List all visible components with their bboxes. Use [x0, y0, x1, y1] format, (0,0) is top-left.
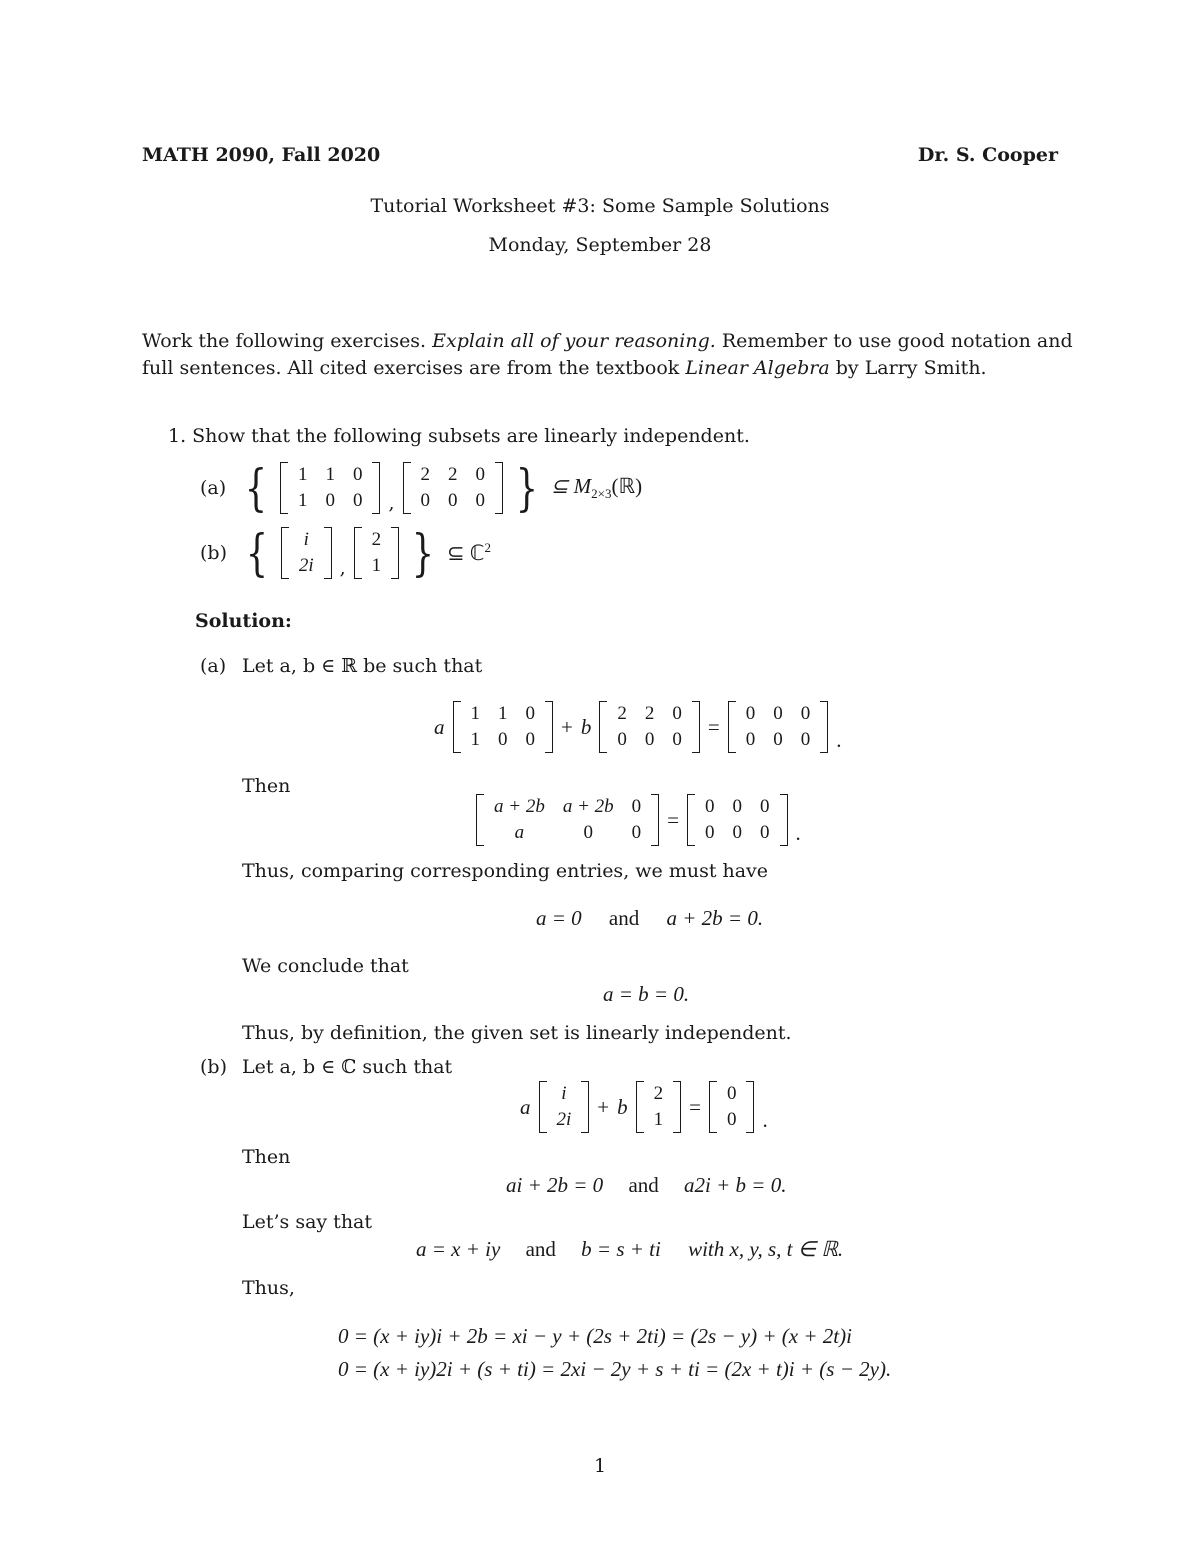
zero-matrix [687, 794, 788, 846]
matrix-entry: 2 [448, 464, 458, 485]
matrix-entry: 1 [297, 490, 308, 511]
matrix-entry: 0 [475, 490, 486, 511]
intro-text: Work the following exercises. [142, 330, 433, 352]
problem-1-statement: 1. Show that the following subsets are linearly independent. [168, 425, 750, 447]
solution-a-conclude: We conclude that [242, 955, 409, 977]
vector-entry: 1 [653, 1109, 664, 1130]
course-title: MATH 2090, Fall 2020 [142, 144, 381, 166]
solution-a-equation-1: a 1 1 0 1 0 0 + b 2 2 0 0 0 0 = 0 0 0 0 0 0 . [434, 703, 842, 752]
zero-matrix [728, 701, 829, 753]
matrix-m1 [453, 701, 554, 753]
solution-b-derivation-line-2: 0 = (x + iy)2i + (s + ti) = 2xi − 2y + s + ti = (2x + t)i + (s − 2y). [338, 1357, 892, 1381]
matrix-entry: 1 [470, 703, 480, 724]
equation-text: b = s + ti [581, 1237, 661, 1261]
left-brace-icon: { [245, 524, 269, 582]
matrix-entry: 0 [732, 796, 742, 817]
matrix-entry: 0 [705, 822, 715, 843]
matrix-entry: 0 [672, 729, 682, 750]
vector-v1 [281, 527, 332, 579]
matrix-entry: 0 [352, 464, 363, 485]
subset-subscript: 2×3 [591, 486, 612, 502]
vector-entry: 2 [371, 529, 382, 550]
subset-field: (ℝ) [611, 473, 643, 498]
matrix-entry: 0 [745, 703, 756, 724]
subset-complex [447, 540, 491, 566]
matrix-entry: 2 [644, 703, 655, 724]
equation-text: a = 0 [536, 906, 582, 930]
solution-b-thus: Thus, [242, 1277, 295, 1299]
zero-vector [709, 1081, 755, 1133]
subset-superscript: 2 [484, 540, 491, 555]
problem-1b-set: (b) { i 2i , 2 1 } ⊆ ℂ$^2$ [200, 524, 491, 582]
and-text: and [628, 1173, 659, 1197]
vector-entry: 2i [556, 1109, 572, 1130]
right-brace-icon: } [515, 459, 539, 517]
right-brace-icon: } [411, 524, 435, 582]
subset-symbol: ⊆ ℂ [446, 541, 485, 565]
worksheet-title: Tutorial Worksheet #3: Some Sample Solutions [370, 195, 830, 217]
vector-v1 [539, 1081, 590, 1133]
solution-a-thus: Thus, comparing corresponding entries, we must have [242, 860, 769, 882]
subset-space [551, 474, 642, 502]
matrix-entry: 1 [325, 464, 335, 485]
matrix-entry: 0 [420, 490, 431, 511]
matrix-entry: 0 [352, 490, 363, 511]
matrix-entry: 0 [525, 703, 535, 724]
solution-b-equation-3 [416, 1237, 843, 1262]
solution-a-equation-2: a + 2b a + 2b 0 a 0 0 = 0 0 0 0 0 0 . [476, 794, 801, 846]
vector-entry: 2 [653, 1083, 664, 1104]
solution-a-equation-3 [536, 906, 763, 931]
intro-line-1 [142, 330, 1073, 352]
matrix-entry: 0 [644, 729, 655, 750]
problem-1a-set: (a) { 1 1 0 1 0 0 , 2 2 0 0 0 0 } ⊆ $M_{2\times 3}(ℝ)$ [200, 459, 643, 517]
subset-symbol: ⊆ M [550, 473, 592, 498]
matrix-m2 [599, 701, 700, 753]
matrix-entry: 0 [760, 796, 770, 817]
worksheet-date: Monday, September 28 [488, 234, 712, 256]
vector-v2 [636, 1081, 682, 1133]
vector-entry: 1 [371, 555, 382, 576]
vector-v2 [354, 527, 400, 579]
matrix-entry: 0 [773, 703, 783, 724]
intro-emphasis: Explain all of your reasoning. [432, 330, 716, 352]
intro-text-4: by Larry Smith. [829, 357, 987, 379]
solution-a-then: Then [242, 775, 291, 797]
matrix-entry: 0 [448, 490, 458, 511]
instructor-name: Dr. S. Cooper [917, 144, 1058, 166]
problem-1a-label: (a) [200, 477, 227, 499]
matrix-entry: a + 2b [494, 796, 545, 817]
matrix-entry: 0 [732, 822, 742, 843]
solution-b-then: Then [242, 1146, 291, 1168]
matrix-entry: a + 2b [562, 796, 614, 817]
solution-a-label: (a) [200, 655, 227, 677]
equation-text: a2i + b = 0. [684, 1173, 787, 1197]
matrix-entry: a [514, 822, 525, 843]
solution-a-let: Let a, b ∈ ℝ be such that [242, 655, 483, 677]
matrix-entry: 2 [420, 464, 431, 485]
matrix-entry: 0 [475, 464, 486, 485]
vector-entry: 0 [726, 1083, 737, 1104]
vector-entry: i [561, 1083, 567, 1104]
sum-matrix [476, 794, 659, 846]
matrix-entry: 1 [297, 464, 308, 485]
and-text: and [525, 1237, 556, 1261]
equation-text: with x, y, s, t ∈ ℝ. [688, 1237, 844, 1261]
matrix-entry: 0 [760, 822, 770, 843]
solution-b-equation-1: a i 2i + b 2 1 = 0 0 . [520, 1083, 768, 1132]
left-brace-icon: { [244, 459, 268, 517]
equation-text: ai + 2b = 0 [506, 1173, 604, 1197]
solution-b-label: (b) [200, 1056, 227, 1078]
matrix-entry: 2 [617, 703, 627, 724]
solution-b-equation-2 [506, 1173, 786, 1198]
matrix-entry: 0 [617, 729, 627, 750]
page-number: 1 [593, 1455, 607, 1477]
vector-entry: 0 [726, 1109, 737, 1130]
matrix-entry: 0 [672, 703, 682, 724]
matrix-entry: 1 [498, 703, 508, 724]
solution-b-let: Let a, b ∈ ℂ such that [242, 1056, 453, 1078]
textbook-title: Linear Algebra [685, 357, 830, 379]
solution-b-derivation-line-1: 0 = (x + iy)i + 2b = xi − y + (2s + 2ti) = (2s − y) + (x + 2t)i [338, 1324, 852, 1348]
solution-a-equation-4: a = b = 0. [603, 982, 690, 1006]
matrix-entry: 0 [498, 729, 508, 750]
matrix-entry: 0 [631, 822, 642, 843]
solution-heading: Solution: [195, 610, 292, 632]
equation-text: a + 2b = 0. [666, 906, 764, 930]
vector-entry: i [303, 529, 309, 550]
intro-text-2: Remember to use good notation and [715, 330, 1073, 352]
equation-text: a = x + iy [416, 1237, 501, 1261]
and-text: and [608, 906, 640, 930]
matrix-entry: 0 [525, 729, 535, 750]
matrix-entry: 1 [470, 729, 480, 750]
intro-line-2 [142, 357, 987, 379]
matrix-entry: 0 [800, 729, 811, 750]
matrix-m1 [280, 462, 381, 514]
vector-entry: 2i [298, 555, 314, 576]
matrix-entry: 0 [325, 490, 335, 511]
matrix-entry: 0 [800, 703, 811, 724]
matrix-entry: 0 [631, 796, 642, 817]
matrix-entry: 0 [773, 729, 783, 750]
matrix-entry: 0 [705, 796, 715, 817]
matrix-entry: 0 [745, 729, 756, 750]
matrix-entry: 0 [583, 822, 593, 843]
solution-b-lets: Let’s say that [242, 1211, 373, 1233]
matrix-m2 [403, 462, 504, 514]
intro-text-3: full sentences. All cited exercises are from the textbook [142, 357, 686, 379]
problem-1b-label: (b) [200, 542, 227, 564]
solution-a-final: Thus, by definition, the given set is linearly independent. [242, 1022, 792, 1044]
